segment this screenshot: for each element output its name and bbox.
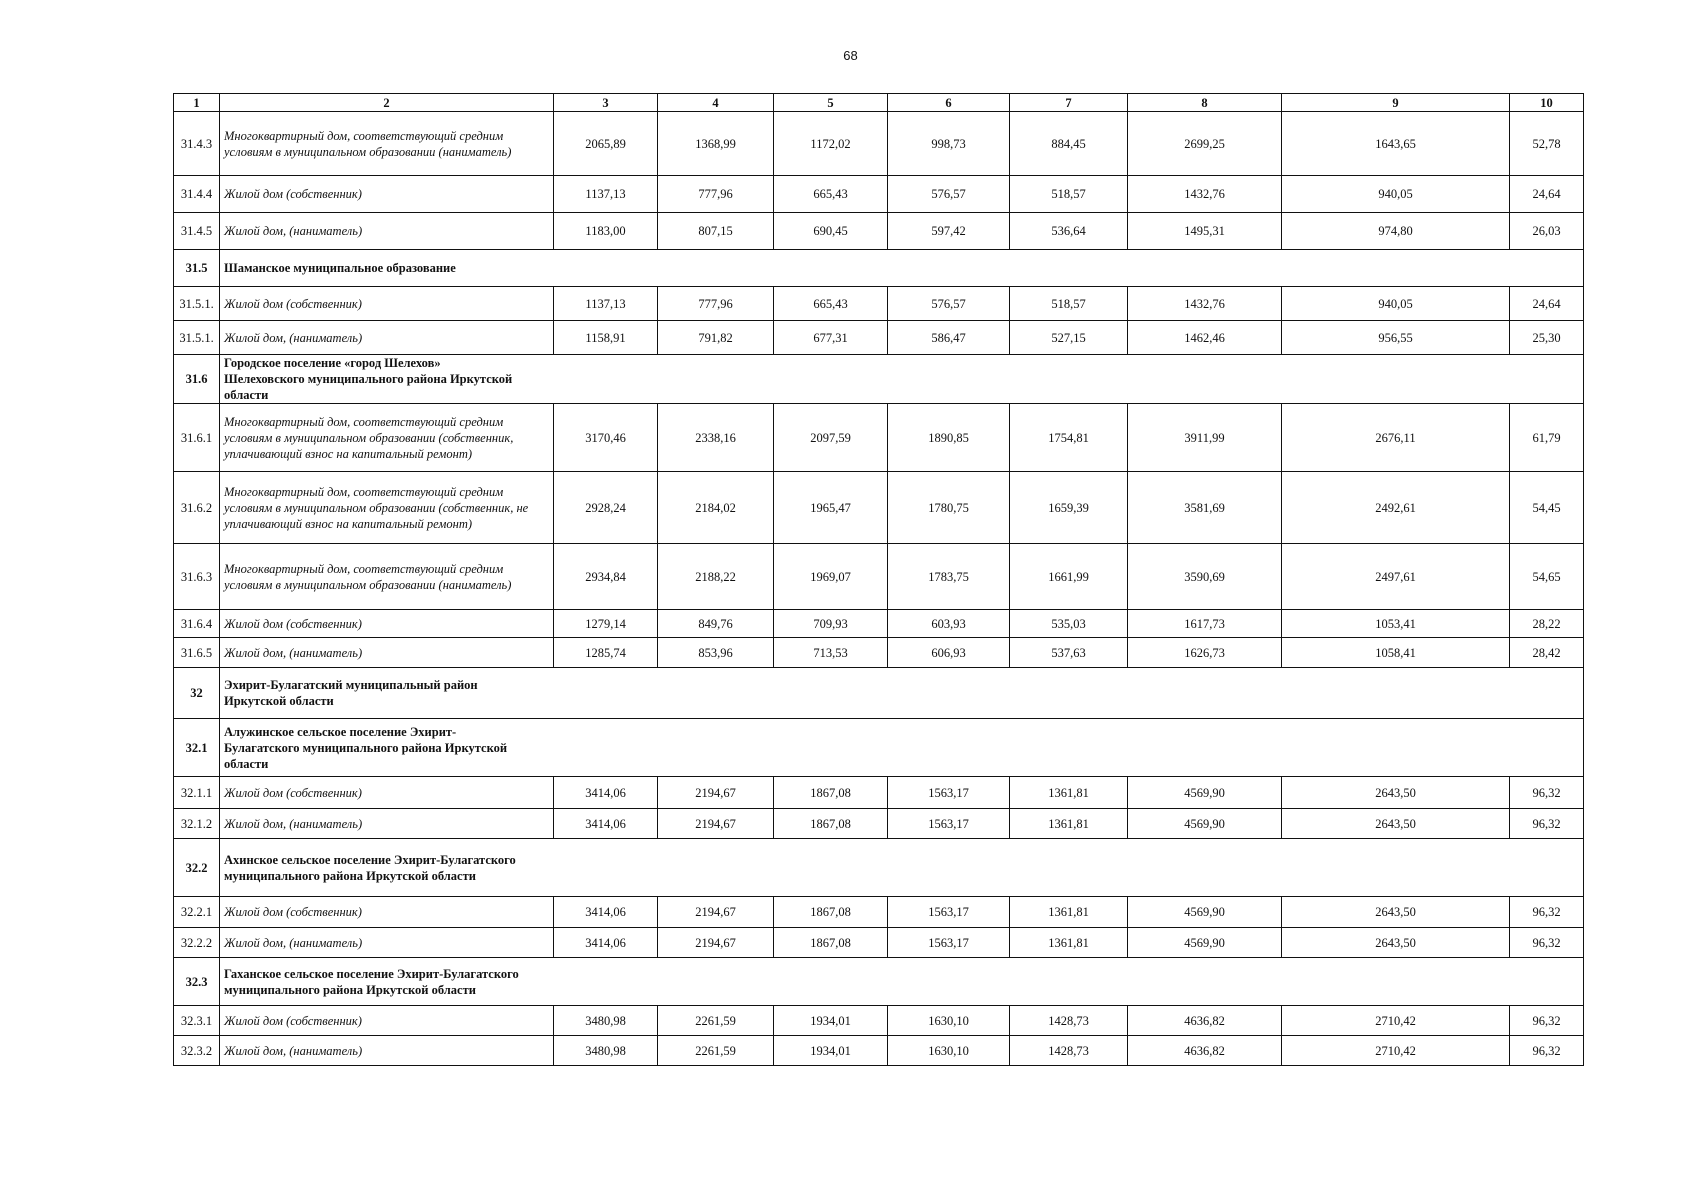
value-cell-col-4: 2261,59 [658,1006,774,1036]
row-code: 31.6.5 [174,638,220,668]
housing-type-description: Жилой дом (собственник) [220,897,554,928]
column-number: 5 [774,94,888,112]
table-row [174,1036,1584,1066]
table-row [174,321,1584,355]
housing-type-description: Жилой дом, (наниматель) [220,321,554,355]
section-row [174,958,1584,1006]
value-cell-col-6: 1630,10 [888,1036,1010,1066]
value-cell-col-3: 3480,98 [554,1006,658,1036]
value-cell-col-4: 2194,67 [658,897,774,928]
value-cell-col-4: 777,96 [658,176,774,213]
value-cell-col-3: 2065,89 [554,112,658,176]
table-row [174,928,1584,958]
table-row [174,777,1584,809]
row-code: 32.1.2 [174,809,220,839]
value-cell-col-5: 709,93 [774,610,888,638]
section-title [220,719,1584,777]
value-cell-col-3: 1183,00 [554,213,658,250]
value-cell-col-6: 1563,17 [888,897,1010,928]
value-cell-col-10: 28,22 [1510,610,1584,638]
housing-type-description: Многоквартирный дом, соответствующий средним условиям в муниципальном образовании (собственник, уплачивающий взнос на капитальный ремонт) [220,404,554,472]
value-cell-col-7: 1361,81 [1010,777,1128,809]
value-cell-col-10: 96,32 [1510,897,1584,928]
value-cell-col-4: 777,96 [658,287,774,321]
row-code: 31.6.1 [174,404,220,472]
value-cell-col-8: 4569,90 [1128,928,1282,958]
value-cell-col-4: 791,82 [658,321,774,355]
value-cell-col-6: 603,93 [888,610,1010,638]
row-code: 32.1 [174,719,220,777]
value-cell-col-9: 1058,41 [1282,638,1510,668]
value-cell-col-8: 1432,76 [1128,176,1282,213]
column-number: 3 [554,94,658,112]
value-cell-col-9: 2643,50 [1282,897,1510,928]
section-row [174,668,1584,719]
section-title-text: Гаханское сельское поселение Эхирит-Булагатского муниципального района Иркутской области [224,966,519,997]
tariff-table [173,93,1584,1066]
column-number: 8 [1128,94,1282,112]
value-cell-col-10: 26,03 [1510,213,1584,250]
table-row [174,638,1584,668]
value-cell-col-6: 576,57 [888,176,1010,213]
value-cell-col-5: 1867,08 [774,928,888,958]
value-cell-col-4: 853,96 [658,638,774,668]
value-cell-col-8: 3590,69 [1128,544,1282,610]
section-title [220,839,1584,897]
row-code: 31.5 [174,250,220,287]
value-cell-col-9: 940,05 [1282,176,1510,213]
housing-type-description: Многоквартирный дом, соответствующий средним условиям в муниципальном образовании (наниматель) [220,544,554,610]
value-cell-col-6: 606,93 [888,638,1010,668]
value-cell-col-10: 24,64 [1510,176,1584,213]
row-code: 32.2.2 [174,928,220,958]
value-cell-col-5: 665,43 [774,287,888,321]
section-title-text: Городское поселение «город Шелехов» Шелеховского муниципального района Иркутской области [224,356,513,402]
value-cell-col-4: 849,76 [658,610,774,638]
row-code: 31.4.3 [174,112,220,176]
value-cell-col-10: 25,30 [1510,321,1584,355]
value-cell-col-10: 54,45 [1510,472,1584,544]
value-cell-col-8: 1626,73 [1128,638,1282,668]
section-title-text: Эхирит-Булагатский муниципальный район Иркутской области [224,678,478,708]
section-row [174,355,1584,404]
value-cell-col-10: 96,32 [1510,1036,1584,1066]
value-cell-col-8: 4569,90 [1128,809,1282,839]
housing-type-description: Жилой дом, (наниматель) [220,809,554,839]
row-code: 31.5.1. [174,287,220,321]
value-cell-col-6: 1630,10 [888,1006,1010,1036]
value-cell-col-8: 1495,31 [1128,213,1282,250]
value-cell-col-8: 4636,82 [1128,1006,1282,1036]
value-cell-col-10: 96,32 [1510,928,1584,958]
value-cell-col-8: 1617,73 [1128,610,1282,638]
value-cell-col-5: 1172,02 [774,112,888,176]
value-cell-col-5: 1867,08 [774,897,888,928]
value-cell-col-9: 1643,65 [1282,112,1510,176]
value-cell-col-4: 2338,16 [658,404,774,472]
value-cell-col-5: 1934,01 [774,1006,888,1036]
value-cell-col-6: 1563,17 [888,809,1010,839]
value-cell-col-9: 2497,61 [1282,544,1510,610]
table-row [174,112,1584,176]
value-cell-col-4: 2194,67 [658,809,774,839]
section-title-text: Алужинское сельское поселение Эхирит-Булагатского муниципального района Иркутской области [224,724,508,771]
value-cell-col-3: 1137,13 [554,176,658,213]
value-cell-col-7: 1361,81 [1010,897,1128,928]
value-cell-col-7: 536,64 [1010,213,1128,250]
value-cell-col-6: 1890,85 [888,404,1010,472]
value-cell-col-3: 1279,14 [554,610,658,638]
page-number: 68 [843,48,858,63]
value-cell-col-7: 537,63 [1010,638,1128,668]
value-cell-col-10: 54,65 [1510,544,1584,610]
value-cell-col-10: 96,32 [1510,777,1584,809]
value-cell-col-7: 1661,99 [1010,544,1128,610]
column-number: 4 [658,94,774,112]
value-cell-col-6: 586,47 [888,321,1010,355]
column-number: 2 [220,94,554,112]
row-code: 32.2.1 [174,897,220,928]
table-row [174,287,1584,321]
value-cell-col-10: 96,32 [1510,809,1584,839]
value-cell-col-8: 1432,76 [1128,287,1282,321]
value-cell-col-3: 1285,74 [554,638,658,668]
value-cell-col-3: 3170,46 [554,404,658,472]
row-code: 32.3.2 [174,1036,220,1066]
column-number: 9 [1282,94,1510,112]
value-cell-col-3: 3414,06 [554,809,658,839]
value-cell-col-9: 974,80 [1282,213,1510,250]
value-cell-col-9: 2643,50 [1282,928,1510,958]
value-cell-col-4: 2184,02 [658,472,774,544]
value-cell-col-9: 2710,42 [1282,1036,1510,1066]
column-number: 10 [1510,94,1584,112]
section-row [174,719,1584,777]
value-cell-col-3: 1158,91 [554,321,658,355]
section-row [174,250,1584,287]
value-cell-col-6: 576,57 [888,287,1010,321]
row-code: 32.2 [174,839,220,897]
row-code: 31.6.2 [174,472,220,544]
row-code: 31.4.5 [174,213,220,250]
value-cell-col-5: 1867,08 [774,809,888,839]
value-cell-col-7: 1428,73 [1010,1006,1128,1036]
value-cell-col-3: 1137,13 [554,287,658,321]
value-cell-col-4: 2194,67 [658,777,774,809]
housing-type-description: Многоквартирный дом, соответствующий средним условиям в муниципальном образовании (собственник, не уплачивающий взнос на капитальный ремонт) [220,472,554,544]
value-cell-col-5: 690,45 [774,213,888,250]
housing-type-description: Жилой дом (собственник) [220,610,554,638]
value-cell-col-6: 1783,75 [888,544,1010,610]
table-row [174,897,1584,928]
row-code: 32.1.1 [174,777,220,809]
housing-type-description: Жилой дом (собственник) [220,1006,554,1036]
value-cell-col-9: 2492,61 [1282,472,1510,544]
value-cell-col-7: 518,57 [1010,176,1128,213]
value-cell-col-8: 4569,90 [1128,777,1282,809]
housing-type-description: Жилой дом, (наниматель) [220,213,554,250]
column-number: 7 [1010,94,1128,112]
value-cell-col-10: 61,79 [1510,404,1584,472]
section-title-text: Ахинское сельское поселение Эхирит-Булагатского муниципального района Иркутской области [224,852,516,883]
value-cell-col-5: 2097,59 [774,404,888,472]
section-title-text: Шаманское муниципальное образование [224,261,456,275]
table-row [174,544,1584,610]
housing-type-description: Жилой дом (собственник) [220,777,554,809]
value-cell-col-7: 1428,73 [1010,1036,1128,1066]
value-cell-col-10: 96,32 [1510,1006,1584,1036]
section-title [220,355,1584,404]
housing-type-description: Жилой дом, (наниматель) [220,638,554,668]
value-cell-col-4: 2194,67 [658,928,774,958]
row-code: 31.6 [174,355,220,404]
value-cell-col-5: 1965,47 [774,472,888,544]
value-cell-col-3: 3414,06 [554,897,658,928]
value-cell-col-9: 2676,11 [1282,404,1510,472]
value-cell-col-3: 3414,06 [554,777,658,809]
value-cell-col-9: 940,05 [1282,287,1510,321]
row-code: 32.3 [174,958,220,1006]
row-code: 31.4.4 [174,176,220,213]
value-cell-col-3: 2928,24 [554,472,658,544]
row-code: 31.6.4 [174,610,220,638]
column-number-header [174,94,1584,112]
value-cell-col-6: 998,73 [888,112,1010,176]
table-row [174,472,1584,544]
value-cell-col-5: 1867,08 [774,777,888,809]
table-row [174,176,1584,213]
value-cell-col-3: 2934,84 [554,544,658,610]
value-cell-col-7: 535,03 [1010,610,1128,638]
value-cell-col-7: 1361,81 [1010,809,1128,839]
value-cell-col-8: 2699,25 [1128,112,1282,176]
value-cell-col-7: 518,57 [1010,287,1128,321]
column-number: 1 [174,94,220,112]
value-cell-col-3: 3480,98 [554,1036,658,1066]
value-cell-col-9: 956,55 [1282,321,1510,355]
value-cell-col-9: 2643,50 [1282,777,1510,809]
section-title [220,958,1584,1006]
housing-type-description: Многоквартирный дом, соответствующий средним условиям в муниципальном образовании (наниматель) [220,112,554,176]
section-row [174,839,1584,897]
value-cell-col-7: 1659,39 [1010,472,1128,544]
value-cell-col-7: 1361,81 [1010,928,1128,958]
table-body [174,112,1584,1066]
table-row [174,1006,1584,1036]
value-cell-col-6: 597,42 [888,213,1010,250]
value-cell-col-7: 527,15 [1010,321,1128,355]
value-cell-col-3: 3414,06 [554,928,658,958]
value-cell-col-5: 677,31 [774,321,888,355]
section-title [220,250,1584,287]
value-cell-col-10: 24,64 [1510,287,1584,321]
row-code: 31.5.1. [174,321,220,355]
value-cell-col-7: 884,45 [1010,112,1128,176]
value-cell-col-8: 4636,82 [1128,1036,1282,1066]
row-code: 31.6.3 [174,544,220,610]
value-cell-col-6: 1780,75 [888,472,1010,544]
value-cell-col-4: 807,15 [658,213,774,250]
value-cell-col-6: 1563,17 [888,777,1010,809]
housing-type-description: Жилой дом, (наниматель) [220,1036,554,1066]
value-cell-col-5: 713,53 [774,638,888,668]
value-cell-col-7: 1754,81 [1010,404,1128,472]
value-cell-col-5: 1934,01 [774,1036,888,1066]
table-row [174,809,1584,839]
table-row [174,213,1584,250]
value-cell-col-4: 2261,59 [658,1036,774,1066]
value-cell-col-4: 1368,99 [658,112,774,176]
value-cell-col-10: 52,78 [1510,112,1584,176]
row-code: 32.3.1 [174,1006,220,1036]
value-cell-col-8: 1462,46 [1128,321,1282,355]
value-cell-col-9: 2643,50 [1282,809,1510,839]
value-cell-col-10: 28,42 [1510,638,1584,668]
housing-type-description: Жилой дом (собственник) [220,176,554,213]
table-row [174,610,1584,638]
value-cell-col-4: 2188,22 [658,544,774,610]
value-cell-col-9: 1053,41 [1282,610,1510,638]
value-cell-col-8: 3581,69 [1128,472,1282,544]
housing-type-description: Жилой дом (собственник) [220,287,554,321]
column-number: 6 [888,94,1010,112]
row-code: 32 [174,668,220,719]
value-cell-col-8: 3911,99 [1128,404,1282,472]
value-cell-col-9: 2710,42 [1282,1006,1510,1036]
value-cell-col-5: 1969,07 [774,544,888,610]
section-title [220,668,1584,719]
table-row [174,404,1584,472]
value-cell-col-5: 665,43 [774,176,888,213]
housing-type-description: Жилой дом, (наниматель) [220,928,554,958]
value-cell-col-6: 1563,17 [888,928,1010,958]
value-cell-col-8: 4569,90 [1128,897,1282,928]
